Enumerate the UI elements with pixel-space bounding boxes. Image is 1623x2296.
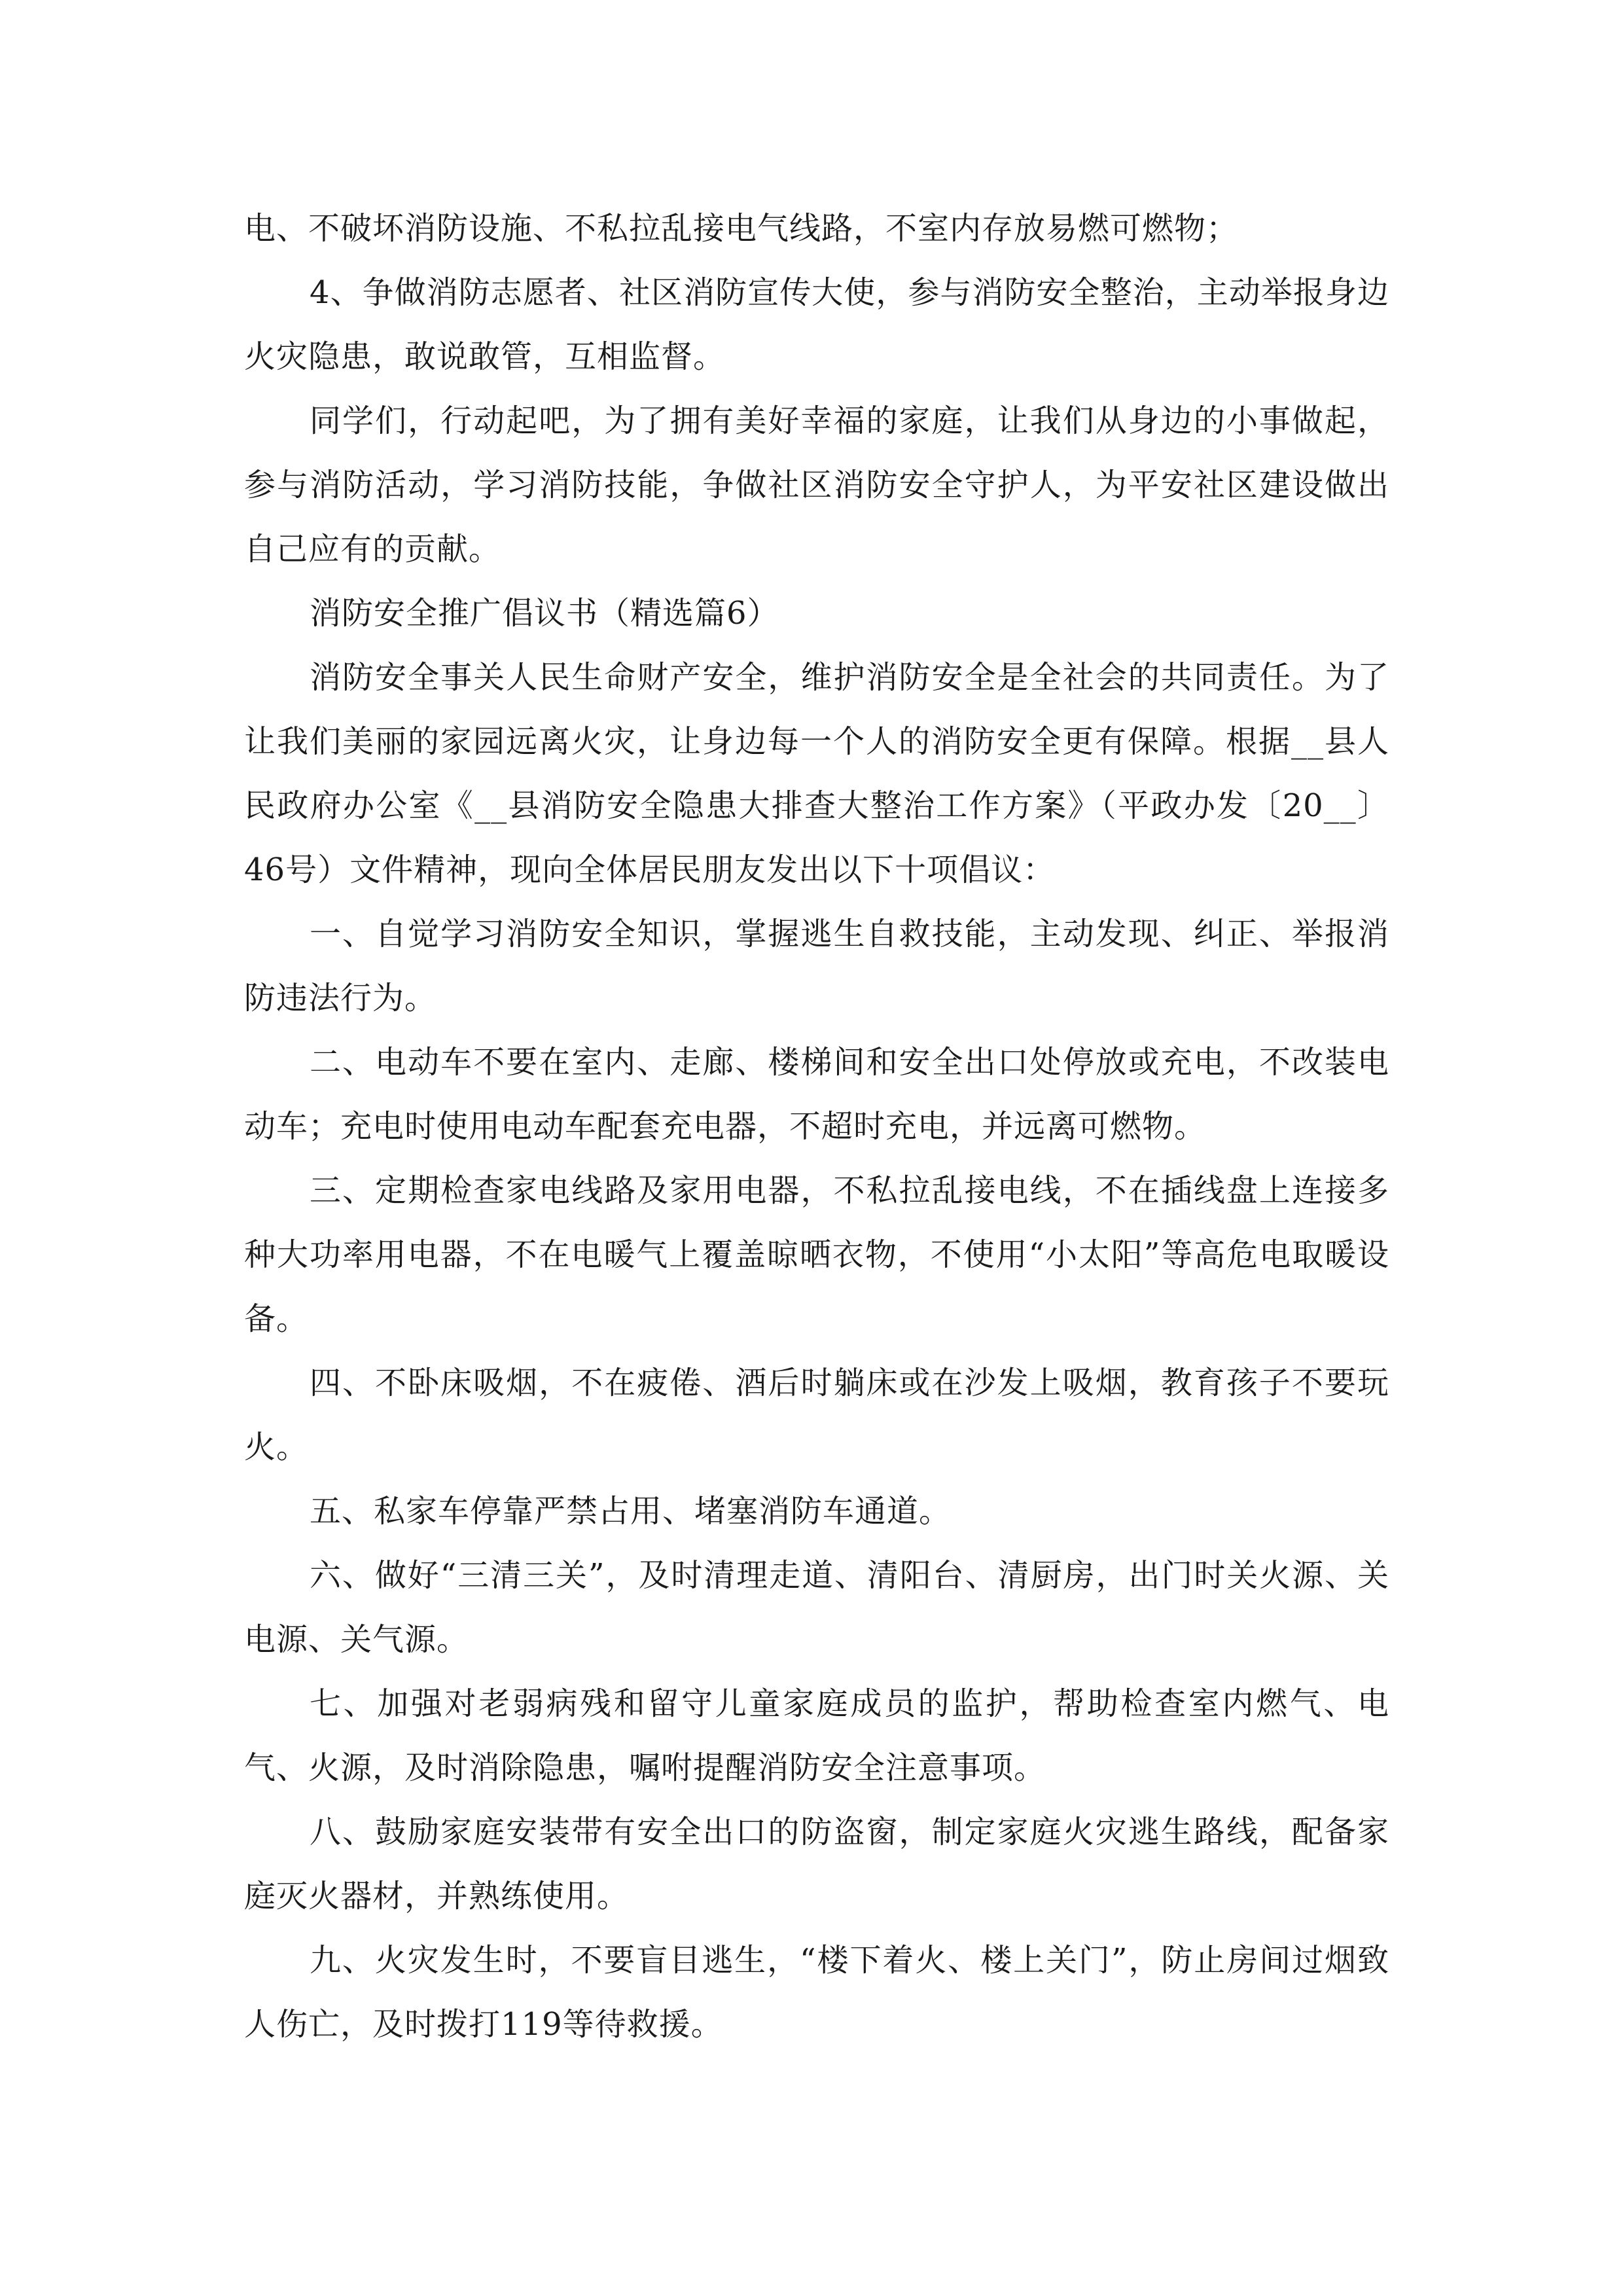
document-body xyxy=(244,196,1389,2056)
paragraph-continuation: 电、不破坏消防设施、不私拉乱接电气线路，不室内存放易燃可燃物； xyxy=(244,210,1239,247)
proposal-item-2: 二、电动车不要在室内、走廊、楼梯间和安全出口处停放或充电，不改装电动车；充电时使用电动车配套充电器，不超时充电，并远离可燃物。 xyxy=(244,1044,1389,1145)
paragraph-call-to-action: 同学们，行动起吧，为了拥有美好幸福的家庭，让我们从身边的小事做起，参与消防活动，学习消防技能，争做社区消防安全守护人，为平安社区建设做出自己应有的贡献。 xyxy=(244,403,1389,567)
proposal-item-1: 一、自觉学习消防安全知识，掌握逃生自救技能，主动发现、纠正、举报消防违法行为。 xyxy=(244,916,1389,1016)
proposal-item-3: 三、定期检查家电线路及家用电器，不私拉乱接电线，不在插线盘上连接多种大功率用电器，不在电暖气上覆盖晾晒衣物，不使用“小太阳”等高危电取暖设备。 xyxy=(244,1172,1389,1337)
proposal-item-4: 四、不卧床吸烟，不在疲倦、酒后时躺床或在沙发上吸烟，教育孩子不要玩火。 xyxy=(244,1365,1389,1465)
proposal-item-7: 七、加强对老弱病残和留守儿童家庭成员的监护，帮助检查室内燃气、电气、火源，及时消除隐患，嘱咐提醒消防安全注意事项。 xyxy=(244,1685,1389,1786)
proposal-item-8: 八、鼓励家庭安装带有安全出口的防盗窗，制定家庭火灾逃生路线，配备家庭灭火器材，并熟练使用。 xyxy=(244,1814,1389,1914)
section-title: 消防安全推广倡议书（精选篇6） xyxy=(310,595,779,632)
proposal-item-6: 六、做好“三清三关”，及时清理走道、清阳台、清厨房，出门时关火源、关电源、关气源。 xyxy=(244,1557,1389,1658)
proposal-item-5: 五、私家车停靠严禁占用、堵塞消防车通道。 xyxy=(310,1493,952,1530)
proposal-item-9: 九、火灾发生时，不要盲目逃生，“楼下着火、楼上关门”，防止房间过烟致人伤亡，及时拨打119等待救援。 xyxy=(244,1942,1389,2043)
paragraph-intro: 消防安全事关人民生命财产安全，维护消防安全是全社会的共同责任。为了让我们美丽的家园远离火灾，让身边每一个人的消防安全更有保障。根据__县人民政府办公室《__县消防安全隐患大排查大整治工作方案》（平政办发〔20__〕46号）文件精神，现向全体居民朋友发出以下十项倡议： xyxy=(244,659,1389,888)
paragraph-item-4: 4、争做消防志愿者、社区消防宣传大使，参与消防安全整治，主动举报身边火灾隐患，敢说敢管，互相监督。 xyxy=(244,274,1389,375)
